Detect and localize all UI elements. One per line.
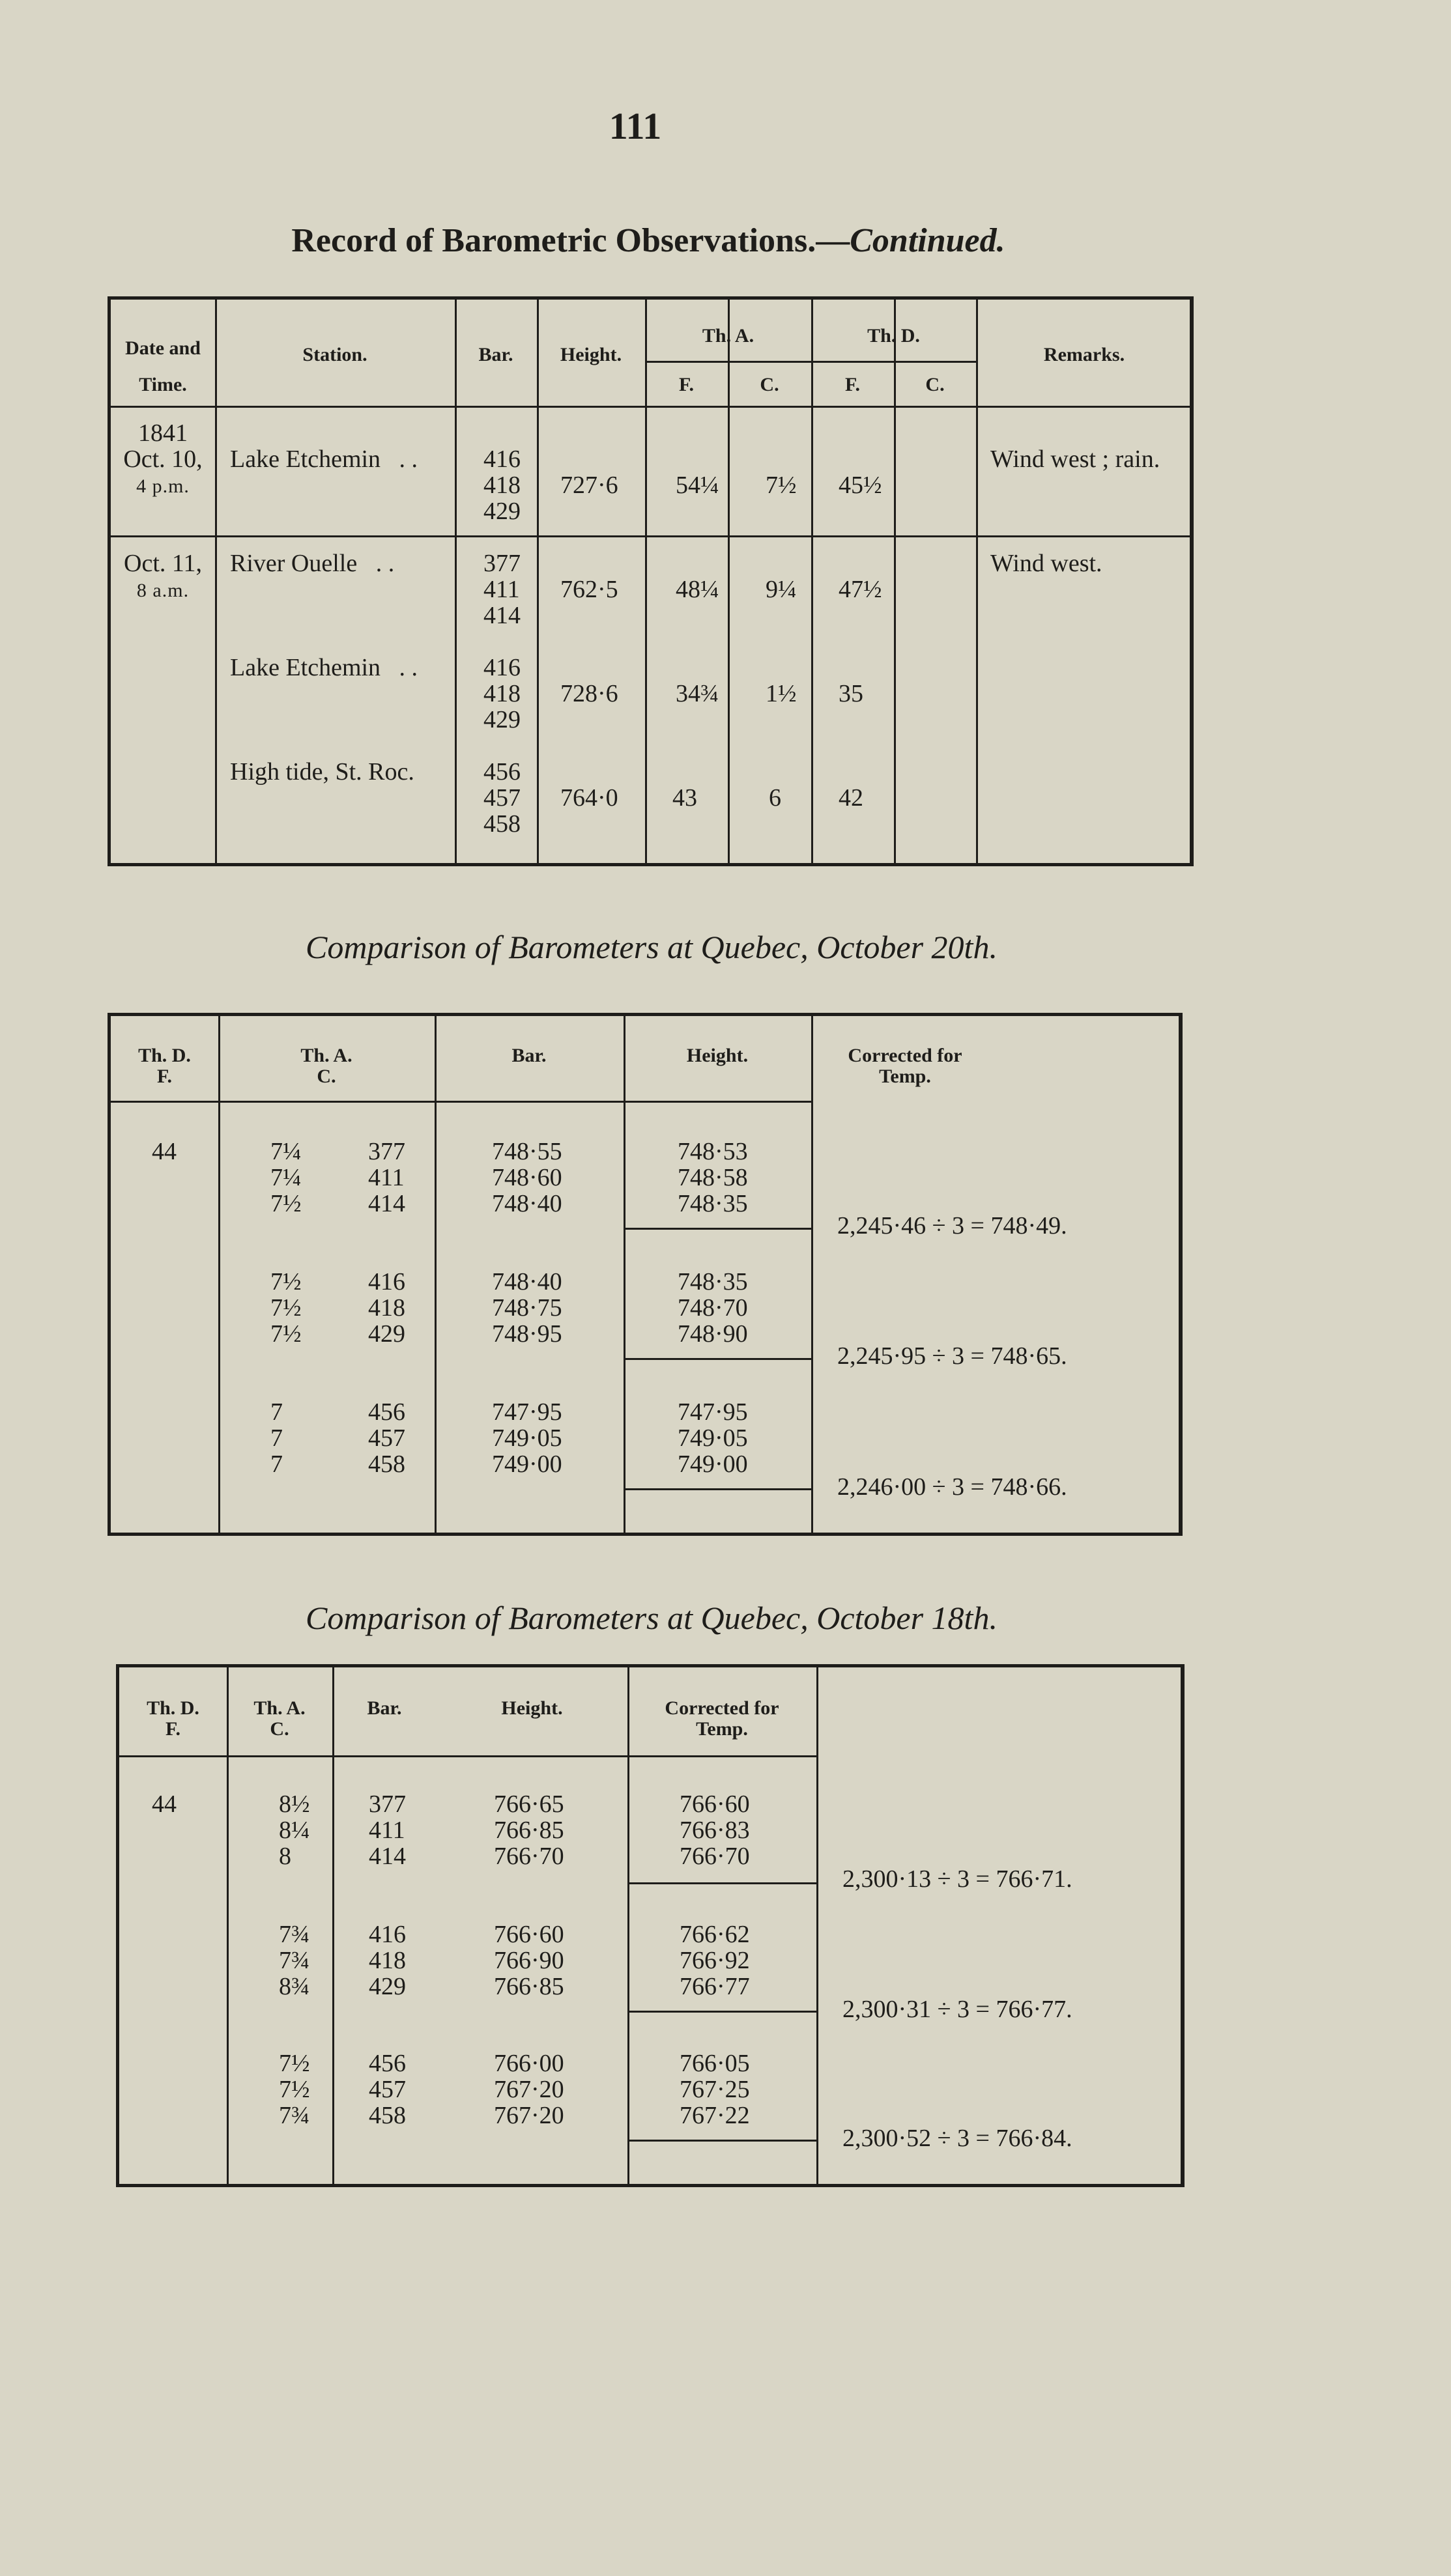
header-height: Height. — [560, 344, 622, 365]
table3-frame: Th. D. F. Th. A. C. Bar. Height. Corrected for Temp. 44 8½ 8¼ 8 377 411 414 766·65 766·85 766·70 766·60 766·83 766·70 2,300·13 ÷ 3 = 766·71. 7¾ 7¾ 8¾ 416 418 429 766·60 766·90 766·85 766·62 766·92 766·77 2,300·31 ÷ 3 = 766·77. 7½ 7½ 7¾ 456 457 458 766·00 767·20 767·20 766·05 767·25 767·22 2,300·52 ÷ 3 = 766·84. — [116, 1664, 1185, 2187]
table1-title-main: Record of Barometric Observations.— — [291, 222, 850, 259]
t3-header-corrected-2: Temp. — [696, 1718, 748, 1740]
t3-header-thd-2: F. — [165, 1718, 181, 1740]
table1-title — [0, 221, 1297, 260]
t2-header-thd-2: F. — [156, 1066, 173, 1087]
header-remarks: Remarks. — [1043, 344, 1125, 365]
t2-result: 2,245·95 ÷ 3 = 748·65. — [837, 1342, 1067, 1370]
table2-frame: Th. D. F. Th. A. C. Bar. Height. Corrected for Temp. 44 7¼ 7¼ 7½ 377 411 414 748·55 748·60 748·40 748·53 748·58 748·35 2,245·46 ÷ 3 = 748·49. 7½ 7½ 7½ 416 418 429 748·40 748·75 748·95 748·35 748·70 748·90 2,245·95 ÷ 3 = 748·65. 7 7 7 456 457 458 747·95 749·05 749·00 747·95 749·05 749·00 2,246·00 ÷ 3 = 748·66. — [108, 1013, 1183, 1536]
t2-header-bar: Bar. — [511, 1045, 547, 1066]
header-date-2: Time. — [139, 374, 187, 395]
t3-header-thd-1: Th. D. — [147, 1697, 199, 1719]
t2-header-thd-1: Th. D. — [138, 1045, 191, 1066]
t3-result: 2,300·31 ÷ 3 = 766·77. — [842, 1996, 1072, 2023]
table3-title: Comparison of Barometers at Quebec, October 18th. — [306, 1600, 998, 1636]
t2-header-height: Height. — [686, 1045, 749, 1066]
header-th-a-c: C. — [760, 374, 779, 395]
header-th-d-f: F. — [844, 374, 861, 395]
header-th-d: Th. D. — [867, 325, 920, 347]
t3-header-bar: Bar. — [367, 1697, 402, 1719]
t3-result: 2,300·13 ÷ 3 = 766·71. — [842, 1865, 1072, 1893]
table1-frame: Date and Time. Station. Bar. Height. Th. A. Th. D. F. C. F. C. Remarks. 1841 Oct. 10, 4 p.m. Lake Etchemin . . 416 418 429 727·6 54¼ 7½ 45½ Wind west ; rain. Oct. 11, 8 a.m. River Ouelle . . 377 411 414 762·5 48¼ 9¼ 47½ Wind west. Lake Etchemin . . 416 418 429 728·6 34¾ 1½ 35 High tide, St. Roc. 456 457 458 764·0 43 6 42 — [108, 296, 1194, 866]
t3-header-tha-2: C. — [270, 1718, 289, 1740]
t2-thd-value: 44 — [152, 1138, 177, 1165]
t2-header-corrected-2: Temp. — [879, 1066, 931, 1087]
header-date-1: Date and — [125, 337, 201, 359]
t2-result: 2,245·46 ÷ 3 = 748·49. — [837, 1212, 1067, 1239]
header-th-d-c: C. — [925, 374, 945, 395]
t2-header-tha-2: C. — [317, 1066, 336, 1087]
header-bar: Bar. — [478, 344, 513, 365]
t2-header-tha-1: Th. A. — [300, 1045, 352, 1066]
page-number: 111 — [609, 105, 662, 147]
header-station: Station. — [302, 344, 367, 365]
t3-header-tha-1: Th. A. — [253, 1697, 306, 1719]
t3-header-height: Height. — [501, 1697, 563, 1719]
table2-title: Comparison of Barometers at Quebec, October 20th. — [306, 929, 998, 965]
t3-header-corrected-1: Corrected for — [665, 1697, 779, 1719]
table1-title-continued: Continued. — [850, 222, 1005, 259]
t3-thd-value: 44 — [152, 1790, 177, 1818]
t3-result: 2,300·52 ÷ 3 = 766·84. — [842, 2125, 1072, 2152]
header-th-a-f: F. — [678, 374, 695, 395]
t2-result: 2,246·00 ÷ 3 = 748·66. — [837, 1473, 1067, 1501]
t2-header-corrected-1: Corrected for — [848, 1045, 962, 1066]
header-th-a: Th. A. — [702, 325, 754, 347]
